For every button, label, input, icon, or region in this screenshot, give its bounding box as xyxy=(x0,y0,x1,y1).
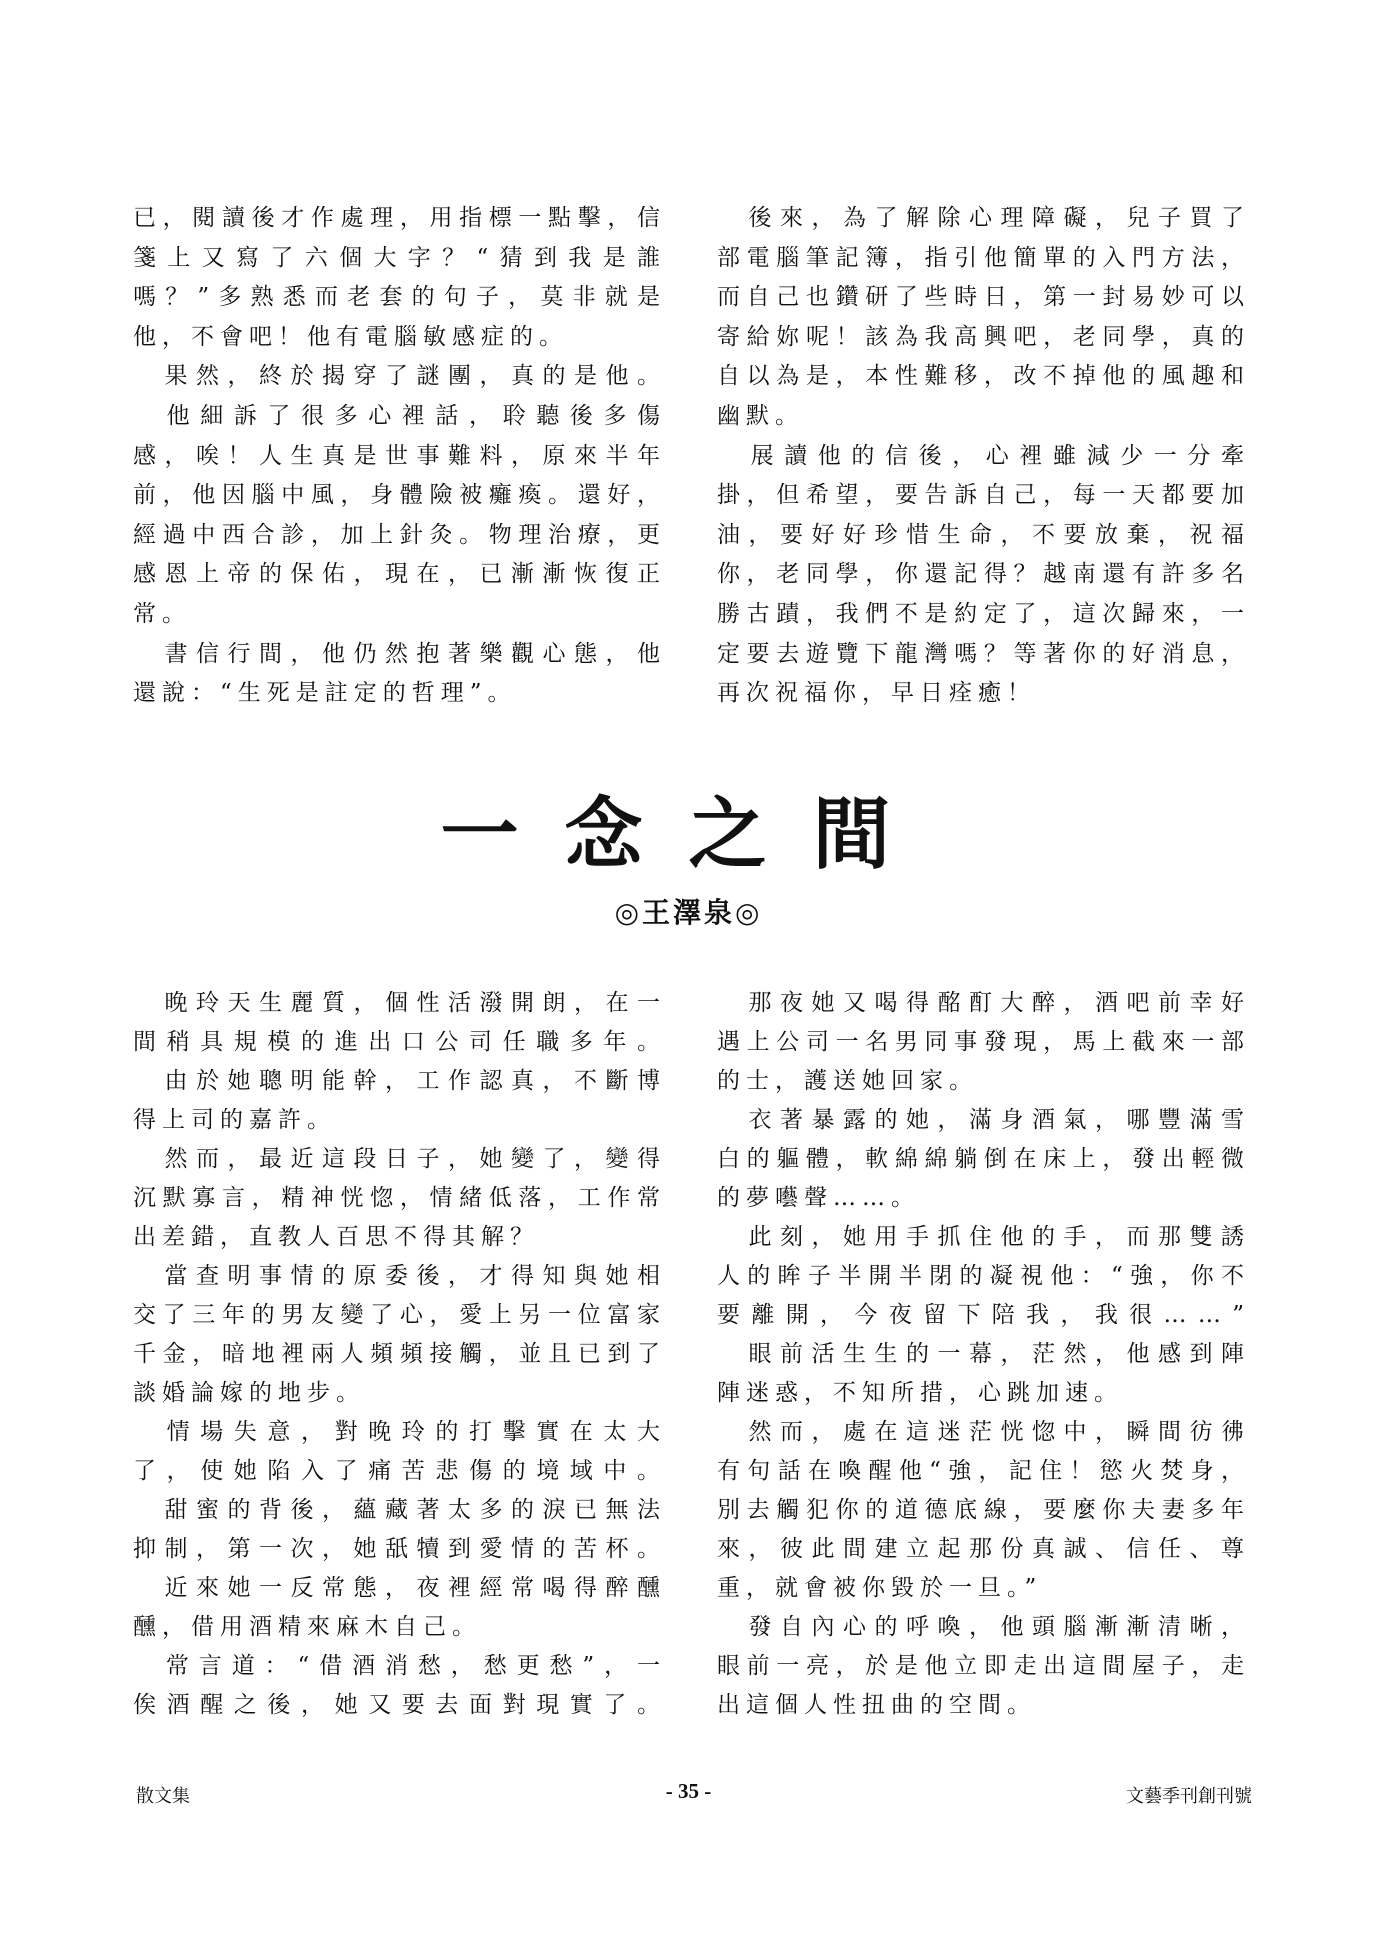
text-line: 前，他因腦中風，身體險被癱瘓。還好， xyxy=(133,482,667,509)
text-line: 得上司的嘉許。 xyxy=(133,1107,336,1133)
text-line: 他細訴了很多心裡話，聆聽後多傷 xyxy=(133,403,671,429)
article-title: 一念之間 xyxy=(440,790,937,880)
text-line: 眼前一亮，於是他立即走出這間屋子，走 xyxy=(717,1653,1251,1679)
text-line: 書信行間，他仍然抱著樂觀心態，他 xyxy=(133,640,669,667)
text-line: 油，要好好珍惜生命，不要放棄，祝福 xyxy=(717,521,1253,548)
text-line: 由於她聰明能幹，工作認真，不斷博 xyxy=(133,1068,669,1094)
text-line: 近來她一反常態，夜裡經常喝得醉醺 xyxy=(133,1575,669,1601)
text-line: 的士，護送她回家。 xyxy=(717,1068,978,1094)
text-line: 然而，最近這段日子，她變了，變得 xyxy=(133,1146,669,1172)
text-line: 你，老同學，你還記得？越南還有許多名 xyxy=(717,561,1251,588)
text-line: 然而，處在這迷茫恍惚中，瞬間彷彿 xyxy=(717,1419,1253,1445)
text-line: 白的軀體，軟綿綿躺倒在床上，發出輕微 xyxy=(717,1146,1251,1172)
text-line: 遇上公司一名男同事發現，馬上截來一部 xyxy=(717,1029,1251,1055)
text-line: 人的眸子半開半閉的凝視他：“強，你不 xyxy=(717,1263,1252,1289)
text-line: 感恩上帝的保佑，現在，已漸漸恢復正 xyxy=(133,561,669,588)
text-line: 陣迷惑，不知所措，心跳加速。 xyxy=(717,1380,1123,1406)
text-line: 常。 xyxy=(133,601,191,627)
text-line: 出這個人性扭曲的空間。 xyxy=(717,1692,1036,1718)
text-line: 果然，終於揭穿了謎團，真的是他。 xyxy=(133,363,669,390)
text-line: 展讀他的信後，心裡雖減少一分牽 xyxy=(717,442,1255,469)
text-line: 眼前活生生的一幕，茫然，他感到陣 xyxy=(717,1341,1253,1367)
text-line: 寄給妳呢！該為我高興吧，老同學，真的 xyxy=(717,323,1251,350)
text-line: 後來，為了解除心理障礙，兒子買了 xyxy=(717,205,1253,231)
text-line: 抑制，第一次，她舐犢到愛情的苦杯。 xyxy=(133,1536,669,1562)
text-line: 甜蜜的背後，蘊藏著太多的淚已無法 xyxy=(133,1497,669,1523)
text-line: 感，唉！人生真是世事難料，原來半年 xyxy=(133,442,669,469)
text-line: 的夢囈聲……。 xyxy=(717,1185,920,1211)
text-line: 晚玲天生麗質，個性活潑開朗，在一 xyxy=(133,990,669,1016)
text-line: 再次祝福你，早日痊癒！ xyxy=(717,680,1036,707)
text-line: 了，使她陷入了痛苦悲傷的境域中。 xyxy=(133,1458,671,1484)
text-line: 別去觸犯你的道德底線，要麼你夫妻多年 xyxy=(717,1497,1251,1523)
text-line: 自以為是，本性難移，改不掉他的風趣和 xyxy=(717,363,1251,390)
footer-section-label: 散文集 xyxy=(136,1786,190,1807)
text-line: 還說：“生死是註定的哲理”。 xyxy=(133,680,517,707)
text-line: 經過中西合診，加上針灸。物理治療，更 xyxy=(133,521,667,548)
text-line: 已，閱讀後才作處理，用指標一點擊，信 xyxy=(133,205,667,231)
article-author: ◎王澤泉◎ xyxy=(614,896,763,929)
text-line: 發自內心的呼喚，他頭腦漸漸清晰， xyxy=(717,1614,1253,1640)
text-line: 此刻，她用手抓住他的手，而那雙誘 xyxy=(717,1224,1253,1250)
text-line: 交了三年的男友變了心，愛上另一位富家 xyxy=(133,1302,667,1328)
text-line: 那夜她又喝得酩酊大醉，酒吧前幸好 xyxy=(717,990,1253,1016)
text-line: 掛，但希望，要告訴自己，每一天都要加 xyxy=(717,482,1251,509)
text-line: 有句話在喚醒他“強，記住！慾火焚身， xyxy=(717,1458,1252,1484)
text-line: 出差錯，直教人百思不得其解？ xyxy=(133,1224,539,1250)
text-line: 來，彼此間建立起那份真誠、信任、尊 xyxy=(717,1536,1253,1562)
text-line: 情場失意，對晚玲的打擊實在太大 xyxy=(133,1419,671,1445)
text-line: 要離開，今夜留下陪我，我很……” xyxy=(717,1302,1256,1328)
text-line: 他，不會吧！他有電腦敏感症的。 xyxy=(133,323,568,350)
text-line: 部電腦筆記簿，指引他簡單的入門方法， xyxy=(717,244,1251,271)
text-line: 重，就會被你毀於一旦。” xyxy=(717,1575,1043,1601)
text-line: 沉默寡言，精神恍惚，情緒低落，工作常 xyxy=(133,1185,667,1211)
text-line: 談婚論嫁的地步。 xyxy=(133,1380,365,1406)
text-line: 而自己也鑽研了些時日，第一封易妙可以 xyxy=(717,284,1251,311)
text-line: 間稍具規模的進出口公司任職多年。 xyxy=(133,1029,671,1055)
text-line: 俟酒醒之後，她又要去面對現實了。 xyxy=(133,1692,671,1718)
text-line: 千金，暗地裡兩人頻頻接觸，並且已到了 xyxy=(133,1341,667,1367)
text-line: 幽默。 xyxy=(717,403,804,429)
page-number: - 35 - xyxy=(665,1779,712,1803)
text-line: 當查明事情的原委後，才得知與她相 xyxy=(133,1263,669,1289)
footer-publication-label: 文藝季刊創刊號 xyxy=(1126,1786,1252,1807)
text-line: 箋上又寫了六個大字？“猜到我是誰 xyxy=(133,244,672,271)
text-line: 醺，借用酒精來麻木自己。 xyxy=(133,1614,481,1640)
text-line: 常言道：“借酒消愁，愁更愁”，一 xyxy=(133,1653,670,1679)
text-line: 定要去遊覽下龍灣嗎？等著你的好消息， xyxy=(717,640,1251,667)
text-line: 衣著暴露的她，滿身酒氣，哪豐滿雪 xyxy=(717,1107,1253,1133)
text-line: 嗎？”多熟悉而老套的句子，莫非就是 xyxy=(133,284,670,311)
text-line: 勝古蹟，我們不是約定了，這次歸來，一 xyxy=(717,601,1251,627)
